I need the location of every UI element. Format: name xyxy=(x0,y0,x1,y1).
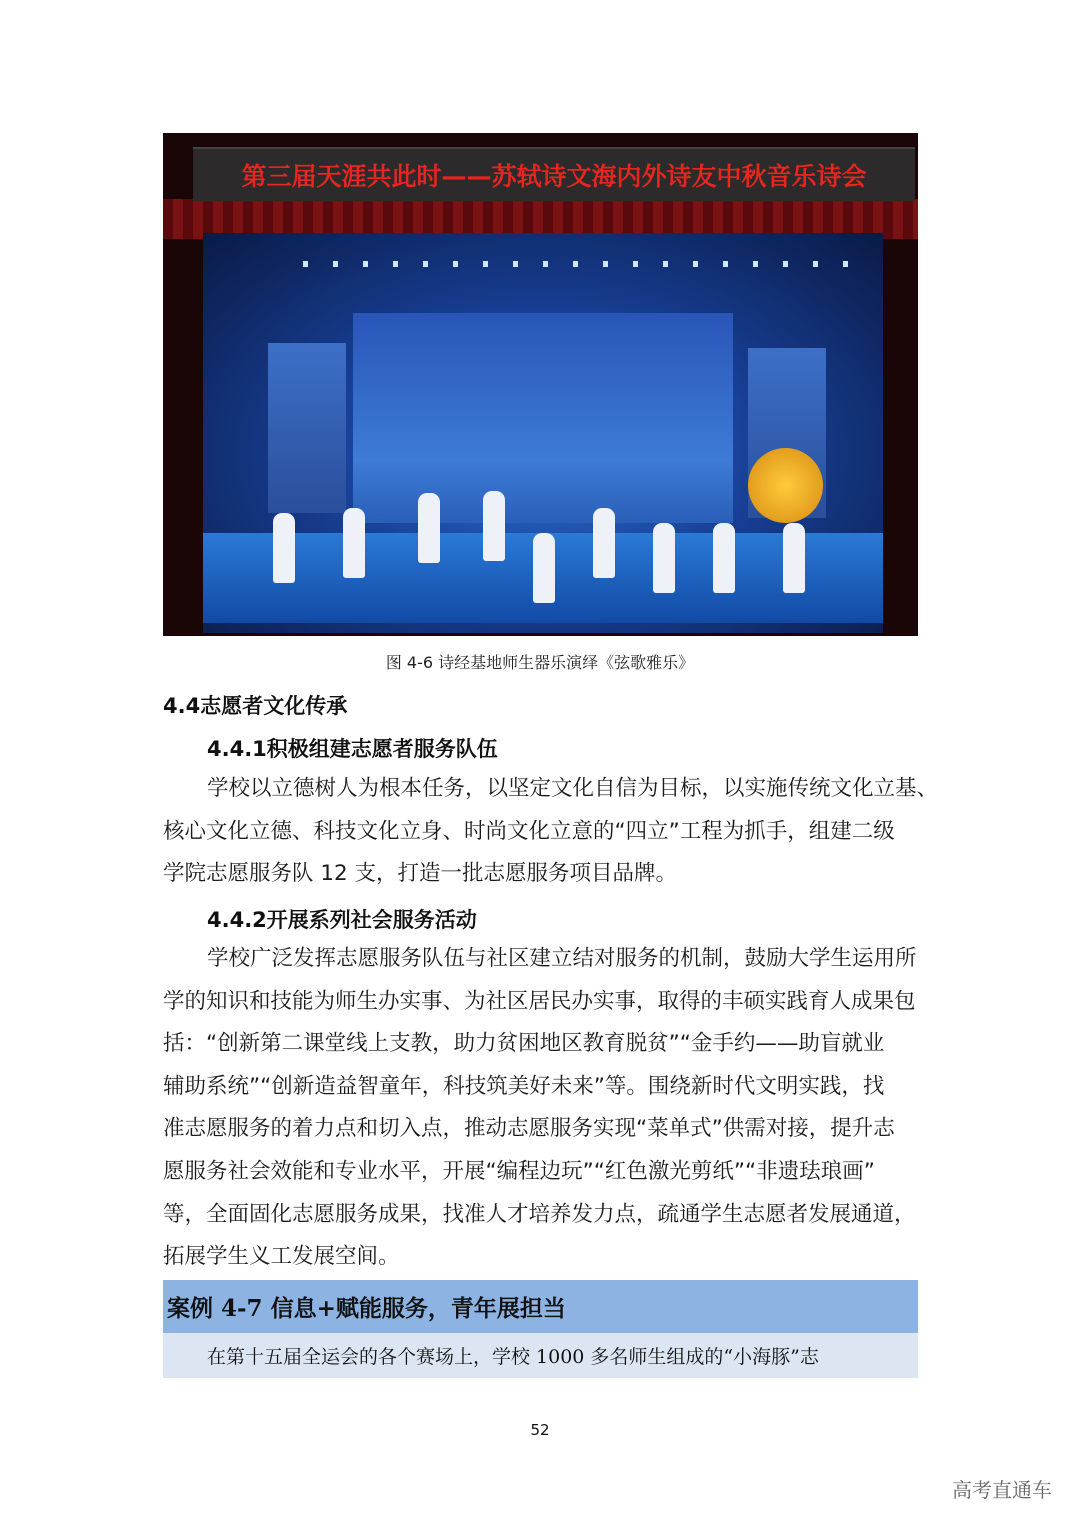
text-line: 学校以立德树人为根本任务，以坚定文化自信为目标，以实施传统文化立基、 xyxy=(207,776,939,801)
text-line: 学的知识和技能为师生办实事、为社区居民办实事，取得的丰硕实践育人成果包 xyxy=(163,988,916,1014)
led-screen xyxy=(353,313,733,523)
performer xyxy=(343,508,365,578)
stage-lights xyxy=(303,261,863,267)
performer xyxy=(783,523,805,593)
text-line: 拓展学生义工发展空间。 xyxy=(163,1244,400,1270)
text-line: 括：“创新第二课堂线上支教，助力贫困地区教育脱贫”“金手约——助盲就业 xyxy=(163,1031,885,1057)
page-number: 52 xyxy=(530,1421,550,1439)
watermark: 高考直通车 xyxy=(952,1478,1052,1502)
case-title: 案例 4-7 信息+赋能服务，青年展担当 xyxy=(163,1280,918,1333)
side-screen-left xyxy=(268,343,346,513)
performer xyxy=(713,523,735,593)
paragraph xyxy=(163,938,918,1279)
performer xyxy=(273,513,295,583)
paragraph xyxy=(163,768,939,896)
text-line: 核心文化立德、科技文化立身、时尚文化立意的“四立”工程为抓手，组建二级 xyxy=(163,818,895,844)
stage-backdrop xyxy=(203,233,883,633)
section-heading: 4.4志愿者文化传承 xyxy=(163,694,348,718)
stage-performance-photo xyxy=(163,133,918,636)
text-line: 学院志愿服务队 12 支，打造一批志愿服务项目品牌。 xyxy=(163,861,678,887)
text-line: 愿服务社会效能和专业水平，开展“编程边玩”“红色激光剪纸”“非遗珐琅画” xyxy=(163,1158,875,1184)
stage-banner: 第三届天涯共此时——苏轼诗文海内外诗友中秋音乐诗会 xyxy=(193,147,915,201)
text-line: 准志愿服务的着力点和切入点，推动志愿服务实现“菜单式”供需对接，提升志 xyxy=(163,1116,895,1142)
performer xyxy=(483,491,505,561)
text-line: 学校广泛发挥志愿服务队伍与社区建立结对服务的机制，鼓励大学生运用所 xyxy=(207,946,917,971)
performer xyxy=(593,508,615,578)
performer xyxy=(533,533,555,603)
text-line: 辅助系统”“创新造益智童年，科技筑美好未来”等。围绕新时代文明实践，找 xyxy=(163,1073,885,1099)
subsection-heading: 4.4.2开展系列社会服务活动 xyxy=(207,908,477,932)
performer xyxy=(418,493,440,563)
moon-prop xyxy=(748,448,823,523)
subsection-heading: 4.4.1积极组建志愿者服务队伍 xyxy=(207,737,498,761)
figure-caption: 图 4-6 诗经基地师生器乐演绎《弦歌雅乐》 xyxy=(385,653,695,672)
case-text: 在第十五届全运会的各个赛场上，学校 1000 多名师生组成的“小海豚”志 xyxy=(163,1333,918,1378)
performer xyxy=(653,523,675,593)
text-line: 等，全面固化志愿服务成果，找准人才培养发力点，疏通学生志愿者发展通道， xyxy=(163,1201,916,1227)
